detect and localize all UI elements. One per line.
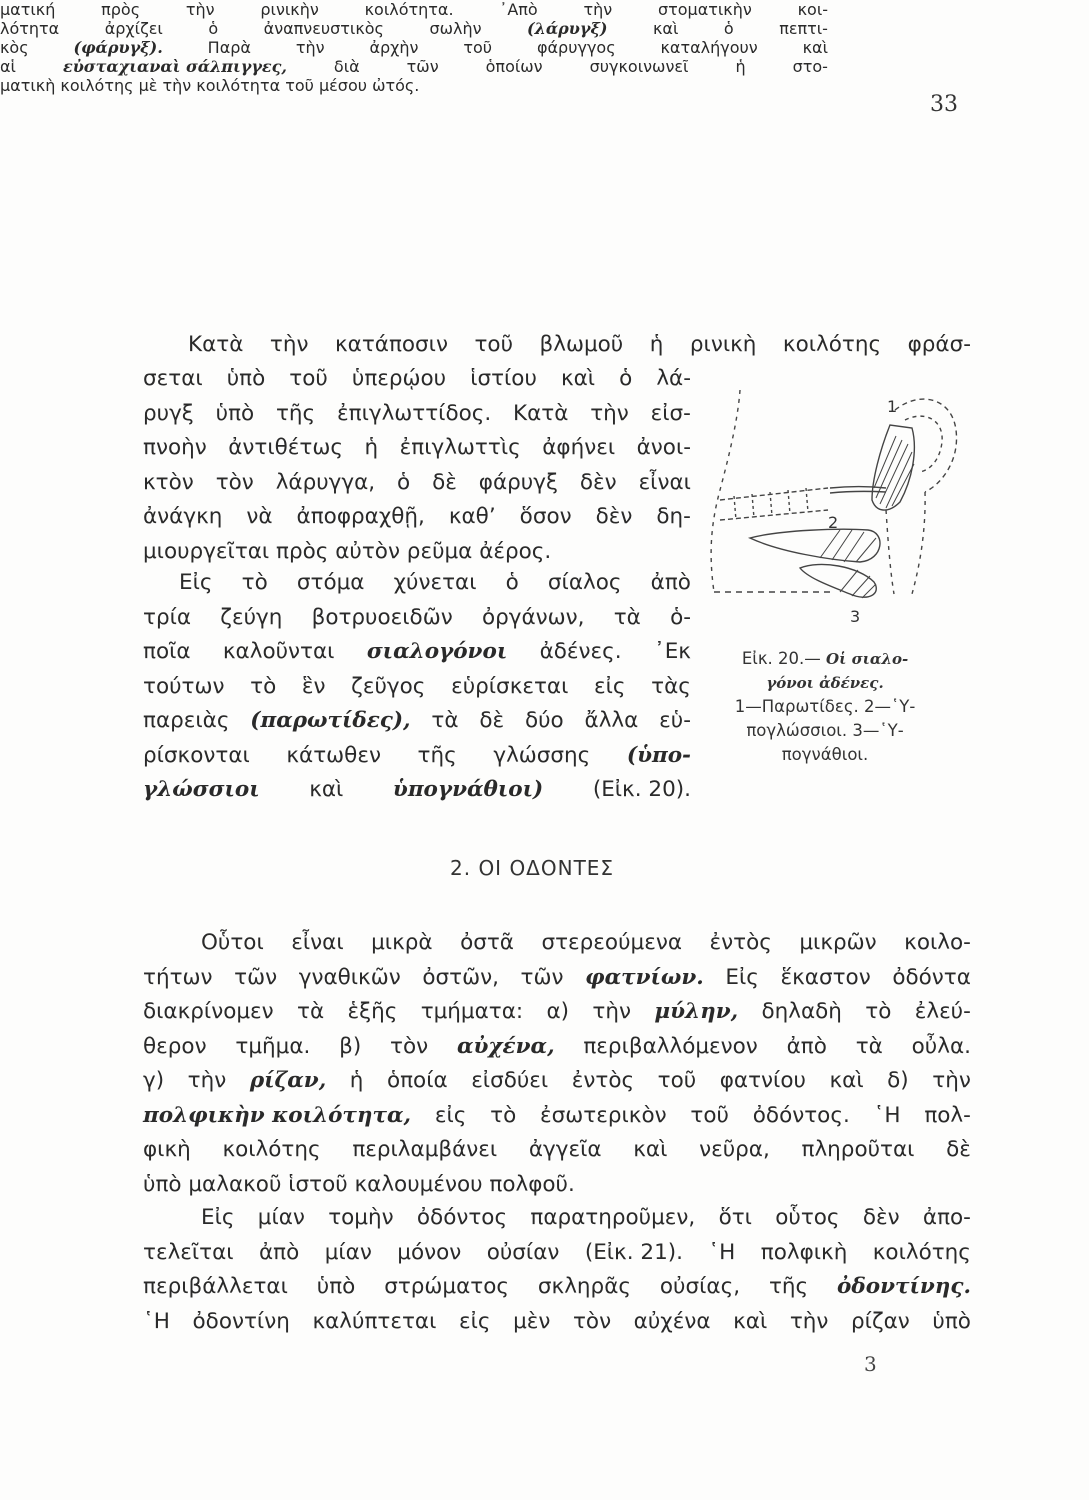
text-line <box>143 739 691 774</box>
word: ὑπογνάθιοι) <box>392 777 544 802</box>
word: ἐπιγλωττίδος. <box>337 400 492 426</box>
word: τοῦ <box>690 1102 729 1128</box>
text-line <box>0 0 828 19</box>
text-line <box>143 1201 971 1236</box>
caption-line-4: πογλώσσιοι. 3—῾Υ- <box>746 721 904 740</box>
word: πνοὴν <box>143 435 207 460</box>
text-line <box>143 466 691 501</box>
word: μὲν <box>513 1308 551 1334</box>
word: αὐχένα <box>633 1308 711 1334</box>
word: δ) <box>887 1068 909 1093</box>
text-line <box>143 995 971 1030</box>
word: τῶν <box>520 964 564 990</box>
word: ὑπὸ <box>215 400 255 426</box>
word: οὖλα. <box>911 1033 971 1059</box>
word: ὀργάνων, <box>481 604 585 630</box>
word: ἐντὸς <box>709 930 772 955</box>
word: ἀφήνει <box>542 435 616 460</box>
word: ῾Η <box>708 1239 736 1265</box>
word: τὴν <box>583 0 613 19</box>
word: δὲν <box>579 469 617 495</box>
word: γναθικῶν <box>298 964 401 990</box>
word: ὁποίων <box>485 57 543 76</box>
word: τὴν <box>592 999 631 1024</box>
text-line <box>143 1168 971 1203</box>
word: κοιλότης <box>782 332 882 357</box>
word: περιβάλλεται <box>143 1274 288 1299</box>
word: τῆς <box>275 400 316 426</box>
word: εἰς <box>434 1102 467 1128</box>
word: ἀπο- <box>922 1205 971 1230</box>
word: ὀστῶν, <box>422 964 499 990</box>
word: ἄλλα <box>584 708 639 733</box>
word: πληροῦται <box>801 1137 915 1162</box>
word: μίαν <box>324 1239 372 1265</box>
word: ὀδοντίνη <box>192 1308 290 1334</box>
word: τὴν <box>269 332 309 357</box>
text-line <box>143 773 691 808</box>
text-line <box>143 1099 971 1134</box>
word: ἐπιγλωττὶς <box>399 435 521 460</box>
word: τοῦ <box>463 38 493 57</box>
word: εἰς <box>594 673 626 699</box>
text-line <box>143 1133 971 1168</box>
word: δὲν <box>595 504 633 529</box>
word: εἰσ- <box>650 400 691 426</box>
word: μόνον <box>397 1239 462 1265</box>
paragraph-2 <box>143 362 691 569</box>
paragraph-1 <box>0 0 828 95</box>
word: ἐσωτερικὸν <box>540 1102 667 1128</box>
word: ἡ <box>364 435 379 460</box>
word: καὶ <box>653 19 679 38</box>
word: ἡ <box>735 57 746 76</box>
word: ἡ <box>349 1068 364 1093</box>
word: ὀδοντίνης. <box>837 1274 971 1299</box>
word: καλοῦνται <box>222 639 335 664</box>
paragraph-5 <box>143 1201 971 1339</box>
word: μίαν <box>257 1205 305 1230</box>
word: ὀδόντα <box>892 964 971 990</box>
word: γ) <box>143 1068 165 1093</box>
word: ρίζαν, <box>249 1068 327 1093</box>
word: φατνίων. <box>585 964 704 990</box>
word: τὰ <box>431 708 459 733</box>
word: τελεῖται <box>143 1239 234 1265</box>
word: ἕκαστον <box>780 964 871 990</box>
word: τὴν <box>932 1068 971 1093</box>
caption-line-3: 1—Παρωτίδες. 2—῾Υ- <box>734 697 916 716</box>
text-line <box>143 535 691 570</box>
text-line <box>0 57 828 76</box>
word: κτὸν <box>143 469 194 495</box>
word: Κατὰ <box>188 332 244 357</box>
word: τὴν <box>187 1068 227 1093</box>
figure-label-2: 2 <box>828 513 839 532</box>
word: ἀντιθέτως <box>228 435 343 460</box>
word: ὅτι <box>718 1205 752 1230</box>
word: οὗτος <box>775 1205 840 1230</box>
word: καὶ <box>733 1308 768 1334</box>
word: ᾿Εκ <box>653 639 691 664</box>
text-line <box>143 635 691 670</box>
word: δὲ <box>432 469 457 495</box>
word: τὸ <box>241 570 268 595</box>
word: ὑπὸ <box>226 366 266 391</box>
word: εἶναι <box>638 469 691 495</box>
word: γλώσσιοι <box>143 777 260 802</box>
page-number-top: 33 <box>930 92 958 117</box>
text-line <box>143 704 691 739</box>
word: οὐσίαν <box>486 1239 560 1265</box>
word: (Εἰκ. 20). <box>592 777 691 802</box>
word: στερεούμενα <box>541 930 683 955</box>
word: τὴν <box>295 38 325 57</box>
word: καὶ <box>633 1137 668 1162</box>
word: εὑ- <box>659 708 691 733</box>
word: ὁ <box>505 570 519 595</box>
word: φατνίου <box>719 1068 806 1093</box>
word: ᾿Απὸ <box>499 0 538 19</box>
word: τῶν <box>406 57 439 76</box>
word: τομὴν <box>328 1205 394 1230</box>
word: διὰ <box>333 57 360 76</box>
salivary-glands-drawing <box>690 380 960 630</box>
word: καὶ <box>309 777 344 802</box>
word: ῾Η <box>873 1102 901 1128</box>
word: ὀδόντος. <box>752 1102 850 1128</box>
word: βλωμοῦ <box>539 332 624 357</box>
caption-title-b: γόνοι ἀδένες. <box>766 674 884 692</box>
word: κοιλο- <box>904 930 971 955</box>
word: ἐλεύ- <box>914 999 971 1024</box>
word: πολφικὴν κοιλότητα, <box>143 1102 412 1128</box>
word: (Εἰκ. 21). <box>584 1239 683 1265</box>
word: τρία <box>143 604 192 630</box>
word: ἀναπνευστικὸς <box>263 19 384 38</box>
word: ζεύγη <box>220 604 283 630</box>
word: ῾Η <box>143 1308 170 1334</box>
caption-prefix: Εἰκ. 20.— <box>741 649 821 668</box>
word: περιβαλλόμενον <box>583 1033 758 1059</box>
word: τοῦ <box>474 332 514 357</box>
word: ὁ <box>723 19 734 38</box>
word: τὰς <box>651 673 691 699</box>
word: ἀνοι- <box>636 435 691 460</box>
word: ὁ <box>208 19 219 38</box>
word: τὸ <box>865 999 892 1024</box>
salivary-glands-figure <box>690 380 960 630</box>
word: κοιλότητα. <box>364 0 454 19</box>
word: τὴν <box>185 0 215 19</box>
word: κοιλότης <box>872 1239 971 1265</box>
word: σίαλος <box>547 570 622 595</box>
word: ρινικὴν <box>260 0 319 19</box>
word: νεῦρα, <box>699 1137 770 1162</box>
word: γλώσσης <box>493 742 591 768</box>
word: καθ’ <box>448 504 496 529</box>
caption-title-a: Οἱ σιαλο- <box>826 650 909 668</box>
word: καταλήγουν <box>660 38 758 57</box>
word: α) <box>546 999 570 1024</box>
word: τὸν <box>215 469 254 495</box>
word: παρειὰς <box>143 708 230 733</box>
word: τοῦ <box>289 366 328 391</box>
word: Εἰς <box>179 570 213 595</box>
word: τμήματα: <box>420 999 524 1024</box>
word: (φάρυγξ). <box>73 38 163 57</box>
word: τῶν <box>234 964 278 990</box>
word: πολ- <box>924 1102 971 1128</box>
word: κοι- <box>797 0 828 19</box>
word: τῆς <box>417 742 457 768</box>
word: στο- <box>792 57 828 76</box>
word: ἀνάγκη <box>143 504 223 529</box>
paragraph-2-first-line <box>188 328 971 363</box>
word: ἀπὸ <box>650 570 691 595</box>
text-line <box>143 566 691 601</box>
word: μικρὰ <box>371 930 433 955</box>
text-line <box>143 926 971 961</box>
word: τὸν <box>572 1308 612 1334</box>
word: τὸ <box>490 1102 517 1128</box>
text-line <box>143 397 691 432</box>
word: πολφικὴ <box>760 1239 848 1265</box>
word: στρώματος <box>384 1274 509 1299</box>
word: σωλὴν <box>429 19 482 38</box>
word: ρίσκονται <box>143 742 250 768</box>
word: παρατηροῦμεν, <box>530 1205 696 1230</box>
word: τὴν <box>590 400 629 426</box>
word: εὐσταχιαναὶ σάλπιγγες, <box>62 57 287 76</box>
word: τῆς <box>768 1274 809 1299</box>
word: (ὑπο- <box>626 742 691 768</box>
word: αἱ <box>0 57 16 76</box>
word: Παρὰ <box>207 38 251 57</box>
word: κάτωθεν <box>286 742 381 768</box>
word: στόμα <box>296 570 365 595</box>
word: ὅσον <box>519 504 572 529</box>
word: τὴν <box>789 1308 829 1334</box>
word: δὲ <box>479 708 505 733</box>
word: δὲ <box>946 1137 971 1162</box>
word: αὐχένα, <box>456 1033 555 1059</box>
text-line <box>143 1030 971 1065</box>
text-line <box>0 76 828 95</box>
word: ἀρχὴν <box>369 38 419 57</box>
text-line <box>143 601 691 636</box>
word: δύο <box>524 708 564 733</box>
word: τὰ <box>297 999 325 1024</box>
figure-label-3: 3 <box>850 607 861 626</box>
word: ἡ <box>649 332 664 357</box>
word: μιουργεῖται πρὸς αὐτὸν ρεῦμα ἀέρος. <box>143 538 552 564</box>
word: Οὗτοι <box>201 930 264 955</box>
text-line <box>143 961 971 996</box>
word: ἀποφραχθῇ, <box>296 504 425 529</box>
word: (παρωτίδες), <box>250 708 411 733</box>
word: λότητα <box>0 19 60 38</box>
word: φράσ- <box>907 332 971 357</box>
caption-line-5: πογνάθιοι. <box>781 745 869 764</box>
page-number-bottom: 3 <box>864 1352 877 1376</box>
word: ἀρχίζει <box>104 19 163 38</box>
word: τὰ <box>855 1033 883 1059</box>
word: δη- <box>656 504 691 529</box>
word: ἐντὸς <box>571 1068 635 1093</box>
text-line <box>0 38 828 57</box>
word: φάρυγγος <box>536 38 616 57</box>
word: ἓν <box>301 673 326 699</box>
word: καὶ <box>802 38 828 57</box>
word: ρυγξ <box>143 400 194 426</box>
word: ὁ <box>619 366 633 391</box>
word: σεται <box>143 366 203 391</box>
word: πεπτι- <box>779 19 828 38</box>
word: Κατὰ <box>513 400 569 426</box>
word: πρὸς <box>101 0 141 19</box>
word: τήτων <box>143 964 213 990</box>
word: φικὴ <box>143 1137 191 1162</box>
word: ἀδένες. <box>539 639 622 664</box>
word: κατάποσιν <box>334 332 448 357</box>
text-line <box>0 19 828 38</box>
text-line <box>143 1305 971 1340</box>
word: εἰς <box>458 1308 491 1334</box>
word: μύλην, <box>654 999 739 1024</box>
word: λάρυγγα, <box>275 469 376 495</box>
word: σιαλογόνοι <box>366 639 508 664</box>
text-line <box>143 1064 971 1099</box>
word: διακρίνομεν <box>143 999 274 1024</box>
word: ρινικὴ <box>689 332 757 357</box>
word: ὑπερῴου <box>351 366 447 391</box>
word: δὲν <box>862 1205 900 1230</box>
word: ματική <box>0 0 56 19</box>
word: ποῖα <box>143 639 191 664</box>
figure-caption <box>696 647 954 767</box>
word: κοιλότης <box>222 1137 321 1162</box>
text-line <box>143 431 691 466</box>
word: περιλαμβάνει <box>352 1137 498 1162</box>
word: Εἰς <box>201 1205 235 1230</box>
word: βοτρυοειδῶν <box>311 604 453 630</box>
word: τμῆμα. <box>235 1033 311 1059</box>
word: ἀγγεῖα <box>528 1137 602 1162</box>
paragraph-3 <box>143 566 691 808</box>
word: κὸς <box>0 38 29 57</box>
word: ζεῦγος <box>351 673 426 699</box>
section-title: 2. ΟΙ ΟΔΟΝΤΕΣ <box>450 856 615 880</box>
word: ὁ <box>397 469 411 495</box>
word: εἶναι <box>291 930 344 955</box>
word: τούτων <box>143 673 225 699</box>
word: ὀδόντος <box>416 1205 508 1230</box>
word: ρίζαν <box>851 1308 910 1334</box>
word: εὑρίσκεται <box>451 673 569 699</box>
text-line <box>143 362 691 397</box>
word: ματικὴ κοιλότης μὲ τὴν κοιλότητα τοῦ μέσου ὠτός. <box>0 76 420 95</box>
word: ὑπὸ <box>316 1274 356 1299</box>
word: ἱστίου <box>470 366 537 391</box>
word: ὁ- <box>670 604 691 630</box>
word: ἀπὸ <box>786 1033 827 1059</box>
word: ἀπὸ <box>259 1239 300 1265</box>
word: καὶ <box>829 1068 864 1093</box>
text-line <box>188 328 971 363</box>
text-line <box>143 670 691 705</box>
word: καλύπτεται <box>312 1308 437 1334</box>
word: β) <box>339 1033 362 1059</box>
word: σκληρᾶς <box>537 1274 631 1299</box>
word: μικρῶν <box>799 930 877 955</box>
word: οὐσίας, <box>659 1274 741 1299</box>
word: τὸ <box>250 673 277 699</box>
word: θερον <box>143 1033 207 1059</box>
word: τὸν <box>390 1033 429 1059</box>
word: στοματικὴν <box>657 0 752 19</box>
word: τὰ <box>613 604 641 630</box>
word: φάρυγξ <box>478 469 558 495</box>
word: ὀστᾶ <box>460 930 514 955</box>
word: Εἰς <box>725 964 759 990</box>
word: (λάρυγξ) <box>527 19 608 38</box>
paragraph-4 <box>143 926 971 1202</box>
word: εἰσδύει <box>471 1068 549 1093</box>
text-line <box>143 1236 971 1271</box>
word: ὁποία <box>386 1068 448 1093</box>
word: ἑξῆς <box>347 999 398 1024</box>
figure-label-1: 1 <box>887 397 898 416</box>
text-line <box>143 500 691 535</box>
word: συγκοινωνεῖ <box>589 57 689 76</box>
word: ὑπὸ μαλακοῦ ἱστοῦ καλουμένου πολφοῦ. <box>143 1171 575 1197</box>
word: δηλαδὴ <box>761 999 842 1024</box>
word: καὶ <box>560 366 596 391</box>
word: τοῦ <box>657 1068 697 1093</box>
word: νὰ <box>246 504 273 529</box>
word: ὑπὸ <box>932 1308 971 1334</box>
word: λά- <box>656 366 691 391</box>
word: χύνεται <box>393 570 477 595</box>
text-line <box>143 1270 971 1305</box>
